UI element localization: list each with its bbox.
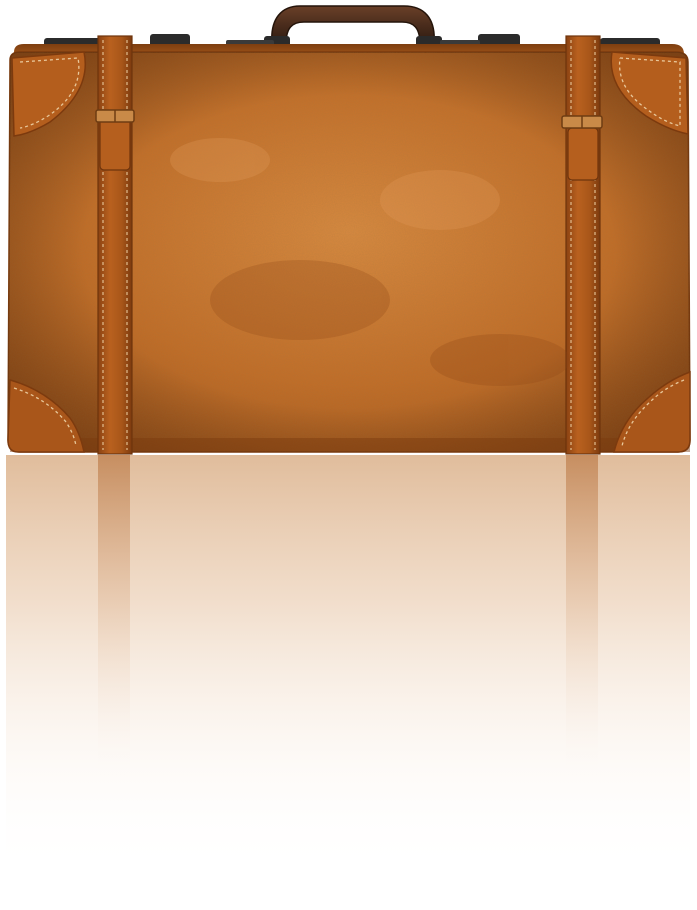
strap-left <box>96 36 134 454</box>
strap-right <box>562 36 602 454</box>
suitcase-reflection <box>6 455 690 875</box>
handle <box>264 6 442 50</box>
